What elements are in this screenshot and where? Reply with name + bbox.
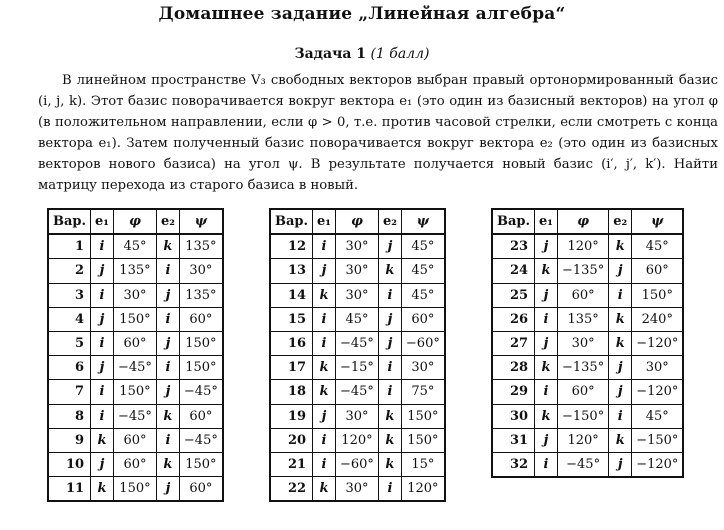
- table-row: [48, 283, 223, 307]
- cell-psi-angle: 45°: [401, 234, 444, 259]
- cell-e1-axis: i: [91, 283, 114, 307]
- cell-variant: 22: [270, 477, 313, 502]
- cell-variant: 27: [492, 331, 535, 355]
- cell-e1-axis: k: [313, 283, 336, 307]
- cell-variant: 30: [492, 404, 535, 428]
- cell-e2-axis: k: [378, 428, 401, 452]
- column-header-e1-axis: e₁: [313, 209, 336, 234]
- cell-variant: 19: [270, 404, 313, 428]
- table-header-row: [492, 209, 683, 234]
- column-header-psi-angle: ψ: [632, 209, 684, 234]
- cell-e2-axis: i: [378, 380, 401, 404]
- cell-psi-angle: 135°: [179, 283, 222, 307]
- cell-e1-axis: k: [313, 356, 336, 380]
- cell-psi-angle: 45°: [401, 283, 444, 307]
- column-header-psi-angle: ψ: [401, 209, 444, 234]
- cell-variant: 18: [270, 380, 313, 404]
- cell-e1-axis: i: [91, 404, 114, 428]
- cell-psi-angle: 30°: [401, 356, 444, 380]
- cell-e1-axis: j: [535, 428, 558, 452]
- cell-psi-angle: 45°: [632, 404, 684, 428]
- cell-psi-angle: 60°: [179, 404, 222, 428]
- cell-variant: 2: [48, 259, 91, 283]
- cell-phi-angle: 135°: [114, 259, 157, 283]
- cell-phi-angle: −45°: [336, 380, 379, 404]
- cell-variant: 24: [492, 259, 535, 283]
- cell-variant: 16: [270, 331, 313, 355]
- table-row: [492, 331, 683, 355]
- cell-variant: 23: [492, 234, 535, 259]
- cell-e2-axis: j: [378, 307, 401, 331]
- cell-e1-axis: i: [313, 307, 336, 331]
- table-row: [48, 477, 223, 502]
- cell-psi-angle: 150°: [179, 452, 222, 476]
- table-row: [492, 356, 683, 380]
- cell-psi-angle: −60°: [401, 331, 444, 355]
- column-header-variant: Вар.: [270, 209, 313, 234]
- table-row: [492, 404, 683, 428]
- cell-phi-angle: 150°: [114, 477, 157, 502]
- cell-e1-axis: k: [535, 356, 558, 380]
- column-header-e1-axis: e₁: [91, 209, 114, 234]
- variants-table-1: [47, 208, 224, 502]
- table-row: [48, 259, 223, 283]
- cell-e2-axis: i: [378, 283, 401, 307]
- column-header-phi-angle: φ: [336, 209, 379, 234]
- cell-e1-axis: j: [535, 234, 558, 259]
- task-title: Задача 1: [294, 46, 367, 62]
- cell-psi-angle: 60°: [179, 477, 222, 502]
- cell-e1-axis: i: [313, 452, 336, 476]
- cell-e1-axis: j: [313, 259, 336, 283]
- cell-psi-angle: 240°: [632, 307, 684, 331]
- variants-table-2: [269, 208, 446, 502]
- cell-e1-axis: i: [91, 234, 114, 259]
- task-heading: [0, 46, 724, 62]
- cell-e2-axis: j: [156, 283, 179, 307]
- cell-phi-angle: 60°: [114, 331, 157, 355]
- cell-phi-angle: 60°: [114, 452, 157, 476]
- cell-e2-axis: i: [609, 283, 632, 307]
- cell-phi-angle: 120°: [558, 428, 609, 452]
- cell-phi-angle: 30°: [336, 283, 379, 307]
- column-header-phi-angle: φ: [558, 209, 609, 234]
- cell-e1-axis: k: [91, 477, 114, 502]
- cell-phi-angle: 150°: [114, 380, 157, 404]
- cell-e2-axis: k: [609, 428, 632, 452]
- cell-phi-angle: −135°: [558, 259, 609, 283]
- cell-phi-angle: −150°: [558, 404, 609, 428]
- cell-psi-angle: −45°: [179, 428, 222, 452]
- cell-phi-angle: 30°: [114, 283, 157, 307]
- cell-e2-axis: i: [609, 404, 632, 428]
- cell-e1-axis: k: [535, 404, 558, 428]
- cell-e2-axis: j: [156, 477, 179, 502]
- table-row: [270, 259, 445, 283]
- cell-e1-axis: i: [313, 234, 336, 259]
- column-header-e2-axis: e₂: [378, 209, 401, 234]
- table-row: [270, 404, 445, 428]
- table-row: [270, 234, 445, 259]
- cell-phi-angle: −45°: [114, 356, 157, 380]
- table-header-row: [48, 209, 223, 234]
- cell-psi-angle: 60°: [179, 307, 222, 331]
- cell-phi-angle: 60°: [558, 380, 609, 404]
- cell-variant: 15: [270, 307, 313, 331]
- cell-phi-angle: −60°: [336, 452, 379, 476]
- cell-e1-axis: j: [91, 259, 114, 283]
- cell-variant: 31: [492, 428, 535, 452]
- column-header-psi-angle: ψ: [179, 209, 222, 234]
- cell-e2-axis: i: [156, 259, 179, 283]
- cell-variant: 1: [48, 234, 91, 259]
- table-row: [492, 380, 683, 404]
- table-row: [48, 331, 223, 355]
- table-row: [48, 428, 223, 452]
- table-row: [492, 452, 683, 477]
- cell-variant: 7: [48, 380, 91, 404]
- cell-psi-angle: 15°: [401, 452, 444, 476]
- cell-e2-axis: j: [378, 234, 401, 259]
- table-row: [270, 356, 445, 380]
- cell-phi-angle: 30°: [336, 477, 379, 502]
- cell-variant: 10: [48, 452, 91, 476]
- cell-psi-angle: 30°: [179, 259, 222, 283]
- column-header-variant: Вар.: [492, 209, 535, 234]
- cell-e2-axis: k: [156, 404, 179, 428]
- cell-psi-angle: −120°: [632, 380, 684, 404]
- cell-variant: 5: [48, 331, 91, 355]
- cell-e2-axis: i: [378, 356, 401, 380]
- cell-variant: 32: [492, 452, 535, 477]
- cell-psi-angle: −120°: [632, 452, 684, 477]
- cell-phi-angle: 60°: [114, 428, 157, 452]
- cell-phi-angle: 45°: [114, 234, 157, 259]
- table-row: [270, 452, 445, 476]
- cell-phi-angle: −45°: [114, 404, 157, 428]
- cell-psi-angle: −150°: [632, 428, 684, 452]
- cell-psi-angle: 45°: [401, 259, 444, 283]
- cell-psi-angle: 150°: [179, 356, 222, 380]
- cell-phi-angle: 30°: [336, 259, 379, 283]
- column-header-e2-axis: e₂: [609, 209, 632, 234]
- cell-psi-angle: 150°: [401, 428, 444, 452]
- cell-phi-angle: −15°: [336, 356, 379, 380]
- cell-variant: 14: [270, 283, 313, 307]
- table-row: [270, 283, 445, 307]
- cell-psi-angle: −120°: [632, 331, 684, 355]
- cell-phi-angle: 60°: [558, 283, 609, 307]
- cell-e1-axis: j: [535, 283, 558, 307]
- cell-e1-axis: i: [91, 380, 114, 404]
- cell-phi-angle: 135°: [558, 307, 609, 331]
- cell-variant: 28: [492, 356, 535, 380]
- cell-e1-axis: k: [313, 380, 336, 404]
- table-row: [48, 452, 223, 476]
- cell-e2-axis: j: [609, 452, 632, 477]
- table-row: [492, 259, 683, 283]
- cell-phi-angle: −45°: [558, 452, 609, 477]
- cell-e1-axis: i: [313, 428, 336, 452]
- cell-psi-angle: 75°: [401, 380, 444, 404]
- table-row: [492, 234, 683, 259]
- cell-variant: 6: [48, 356, 91, 380]
- cell-variant: 3: [48, 283, 91, 307]
- cell-variant: 4: [48, 307, 91, 331]
- cell-variant: 13: [270, 259, 313, 283]
- cell-psi-angle: 60°: [401, 307, 444, 331]
- cell-psi-angle: 45°: [632, 234, 684, 259]
- table-row: [270, 380, 445, 404]
- cell-e2-axis: j: [609, 356, 632, 380]
- cell-e1-axis: k: [91, 428, 114, 452]
- table-row: [270, 307, 445, 331]
- cell-e2-axis: k: [609, 331, 632, 355]
- cell-e2-axis: k: [609, 307, 632, 331]
- cell-psi-angle: 150°: [401, 404, 444, 428]
- cell-phi-angle: 120°: [558, 234, 609, 259]
- cell-e1-axis: j: [535, 331, 558, 355]
- cell-e2-axis: j: [609, 259, 632, 283]
- cell-variant: 20: [270, 428, 313, 452]
- cell-e2-axis: k: [609, 234, 632, 259]
- variants-table-3: [491, 208, 684, 478]
- cell-e1-axis: i: [313, 331, 336, 355]
- table-row: [48, 234, 223, 259]
- cell-variant: 9: [48, 428, 91, 452]
- cell-e2-axis: j: [156, 380, 179, 404]
- table-row: [48, 404, 223, 428]
- table-header-row: [270, 209, 445, 234]
- table-row: [270, 331, 445, 355]
- cell-phi-angle: 30°: [558, 331, 609, 355]
- cell-phi-angle: 30°: [336, 404, 379, 428]
- cell-e1-axis: i: [535, 380, 558, 404]
- table-row: [48, 307, 223, 331]
- cell-e2-axis: i: [156, 356, 179, 380]
- cell-psi-angle: 150°: [632, 283, 684, 307]
- task-points: (1 балл): [370, 46, 430, 62]
- cell-e1-axis: j: [313, 404, 336, 428]
- cell-variant: 21: [270, 452, 313, 476]
- cell-variant: 25: [492, 283, 535, 307]
- table-row: [492, 283, 683, 307]
- cell-phi-angle: −135°: [558, 356, 609, 380]
- cell-variant: 12: [270, 234, 313, 259]
- cell-psi-angle: 150°: [179, 331, 222, 355]
- table-row: [492, 307, 683, 331]
- cell-phi-angle: 120°: [336, 428, 379, 452]
- cell-e2-axis: k: [156, 452, 179, 476]
- cell-e2-axis: j: [156, 331, 179, 355]
- cell-e2-axis: k: [156, 234, 179, 259]
- cell-variant: 11: [48, 477, 91, 502]
- table-row: [492, 428, 683, 452]
- table-row: [48, 356, 223, 380]
- cell-e1-axis: i: [91, 331, 114, 355]
- cell-phi-angle: 30°: [336, 234, 379, 259]
- column-header-phi-angle: φ: [114, 209, 157, 234]
- table-row: [48, 380, 223, 404]
- cell-variant: 26: [492, 307, 535, 331]
- cell-psi-angle: 135°: [179, 234, 222, 259]
- cell-e1-axis: k: [535, 259, 558, 283]
- cell-e1-axis: j: [91, 307, 114, 331]
- cell-e2-axis: k: [378, 404, 401, 428]
- column-header-variant: Вар.: [48, 209, 91, 234]
- cell-e2-axis: j: [609, 380, 632, 404]
- cell-phi-angle: −45°: [336, 331, 379, 355]
- cell-e1-axis: k: [313, 477, 336, 502]
- cell-e1-axis: j: [91, 356, 114, 380]
- cell-phi-angle: 45°: [336, 307, 379, 331]
- cell-psi-angle: 30°: [632, 356, 684, 380]
- cell-variant: 17: [270, 356, 313, 380]
- cell-psi-angle: −45°: [179, 380, 222, 404]
- document-title: Домашнее задание „Линейная алгебра“: [158, 4, 566, 24]
- cell-variant: 29: [492, 380, 535, 404]
- cell-psi-angle: 120°: [401, 477, 444, 502]
- cell-e2-axis: k: [378, 259, 401, 283]
- cell-variant: 8: [48, 404, 91, 428]
- cell-e2-axis: i: [156, 428, 179, 452]
- cell-e2-axis: j: [378, 331, 401, 355]
- task-statement: В линейном пространстве V₃ свободных векторов выбран правый ортонормированный базис (i, j, k). Этот базис поворачивается вокруг вектора e₁ (это один из базисный векторов) на угол φ (в положительном направлении, если φ > 0, т.е. против часовой стрелки, если смотреть с конца вектора e₁). Затем полученный базис поворачивается вокруг вектора e₂ (это один из базисных векторов нового базиса) на угол ψ. В результате получается новый базис (i′, j′, k′). Найти матрицу перехода из старого базиса в новый.: [38, 73, 718, 193]
- table-row: [270, 428, 445, 452]
- cell-e1-axis: j: [91, 452, 114, 476]
- cell-e2-axis: k: [378, 452, 401, 476]
- cell-e1-axis: i: [535, 452, 558, 477]
- cell-e2-axis: i: [378, 477, 401, 502]
- cell-psi-angle: 60°: [632, 259, 684, 283]
- column-header-e1-axis: e₁: [535, 209, 558, 234]
- column-header-e2-axis: e₂: [156, 209, 179, 234]
- table-row: [270, 477, 445, 502]
- cell-e1-axis: i: [535, 307, 558, 331]
- cell-e2-axis: i: [156, 307, 179, 331]
- cell-phi-angle: 150°: [114, 307, 157, 331]
